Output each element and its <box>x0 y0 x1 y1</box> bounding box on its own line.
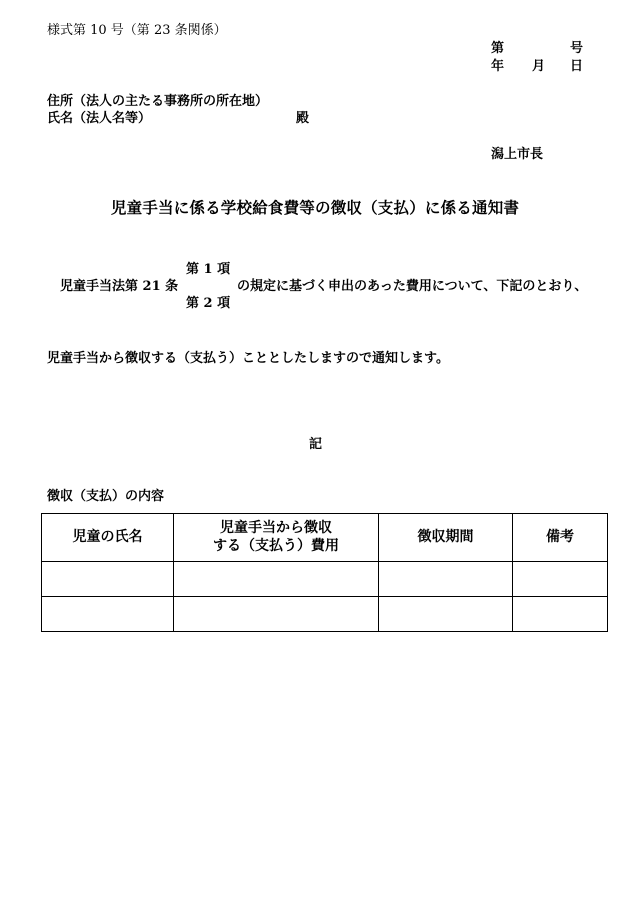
doc-number-prefix: 第 <box>491 41 505 56</box>
header-child-name: 児童の氏名 <box>42 514 174 562</box>
cell-cost <box>174 597 379 632</box>
section-label: 徴収（支払）の内容 <box>47 489 165 504</box>
collection-table <box>41 513 608 632</box>
document-title: 児童手当に係る学校給食費等の徴収（支払）に係る通知書 <box>110 198 520 217</box>
header-remarks: 備考 <box>513 514 608 562</box>
cell-period <box>379 597 513 632</box>
address-label: 住所（法人の主たる事務所の所在地） <box>47 94 269 109</box>
cell-remarks <box>513 562 608 597</box>
body-line-2: 児童手当から徴収する（支払う）こととしたしますので通知します。 <box>47 351 449 366</box>
date-year: 年 <box>491 59 505 74</box>
cell-cost <box>174 562 379 597</box>
honorific: 殿 <box>296 111 310 126</box>
clause-2: 第 2 項 <box>186 296 231 311</box>
body-line-1: の規定に基づく申出のあった費用について、下記のとおり、 <box>237 279 588 294</box>
cell-remarks <box>513 597 608 632</box>
form-label: 様式第 10 号（第 23 条関係） <box>47 23 227 38</box>
table-header-row <box>42 514 608 562</box>
cell-child-name <box>42 562 174 597</box>
clause-1: 第 1 項 <box>186 262 231 277</box>
cell-period <box>379 562 513 597</box>
law-reference: 児童手当法第 21 条 <box>60 279 179 294</box>
header-cost <box>174 514 379 562</box>
table-row <box>42 597 608 632</box>
sender-mayor: 潟上市長 <box>491 147 544 162</box>
doc-number-suffix: 号 <box>570 41 584 56</box>
ki-heading: 記 <box>309 437 323 452</box>
header-cost-line-2: する（支払う）費用 <box>213 537 339 554</box>
table-row <box>42 562 608 597</box>
date-day: 日 <box>570 59 584 74</box>
cell-child-name <box>42 597 174 632</box>
date-month: 月 <box>532 59 546 74</box>
name-label: 氏名（法人名等） <box>47 111 152 126</box>
header-period: 徴収期間 <box>379 514 513 562</box>
header-cost-line-1: 児童手当から徴収 <box>220 520 332 536</box>
